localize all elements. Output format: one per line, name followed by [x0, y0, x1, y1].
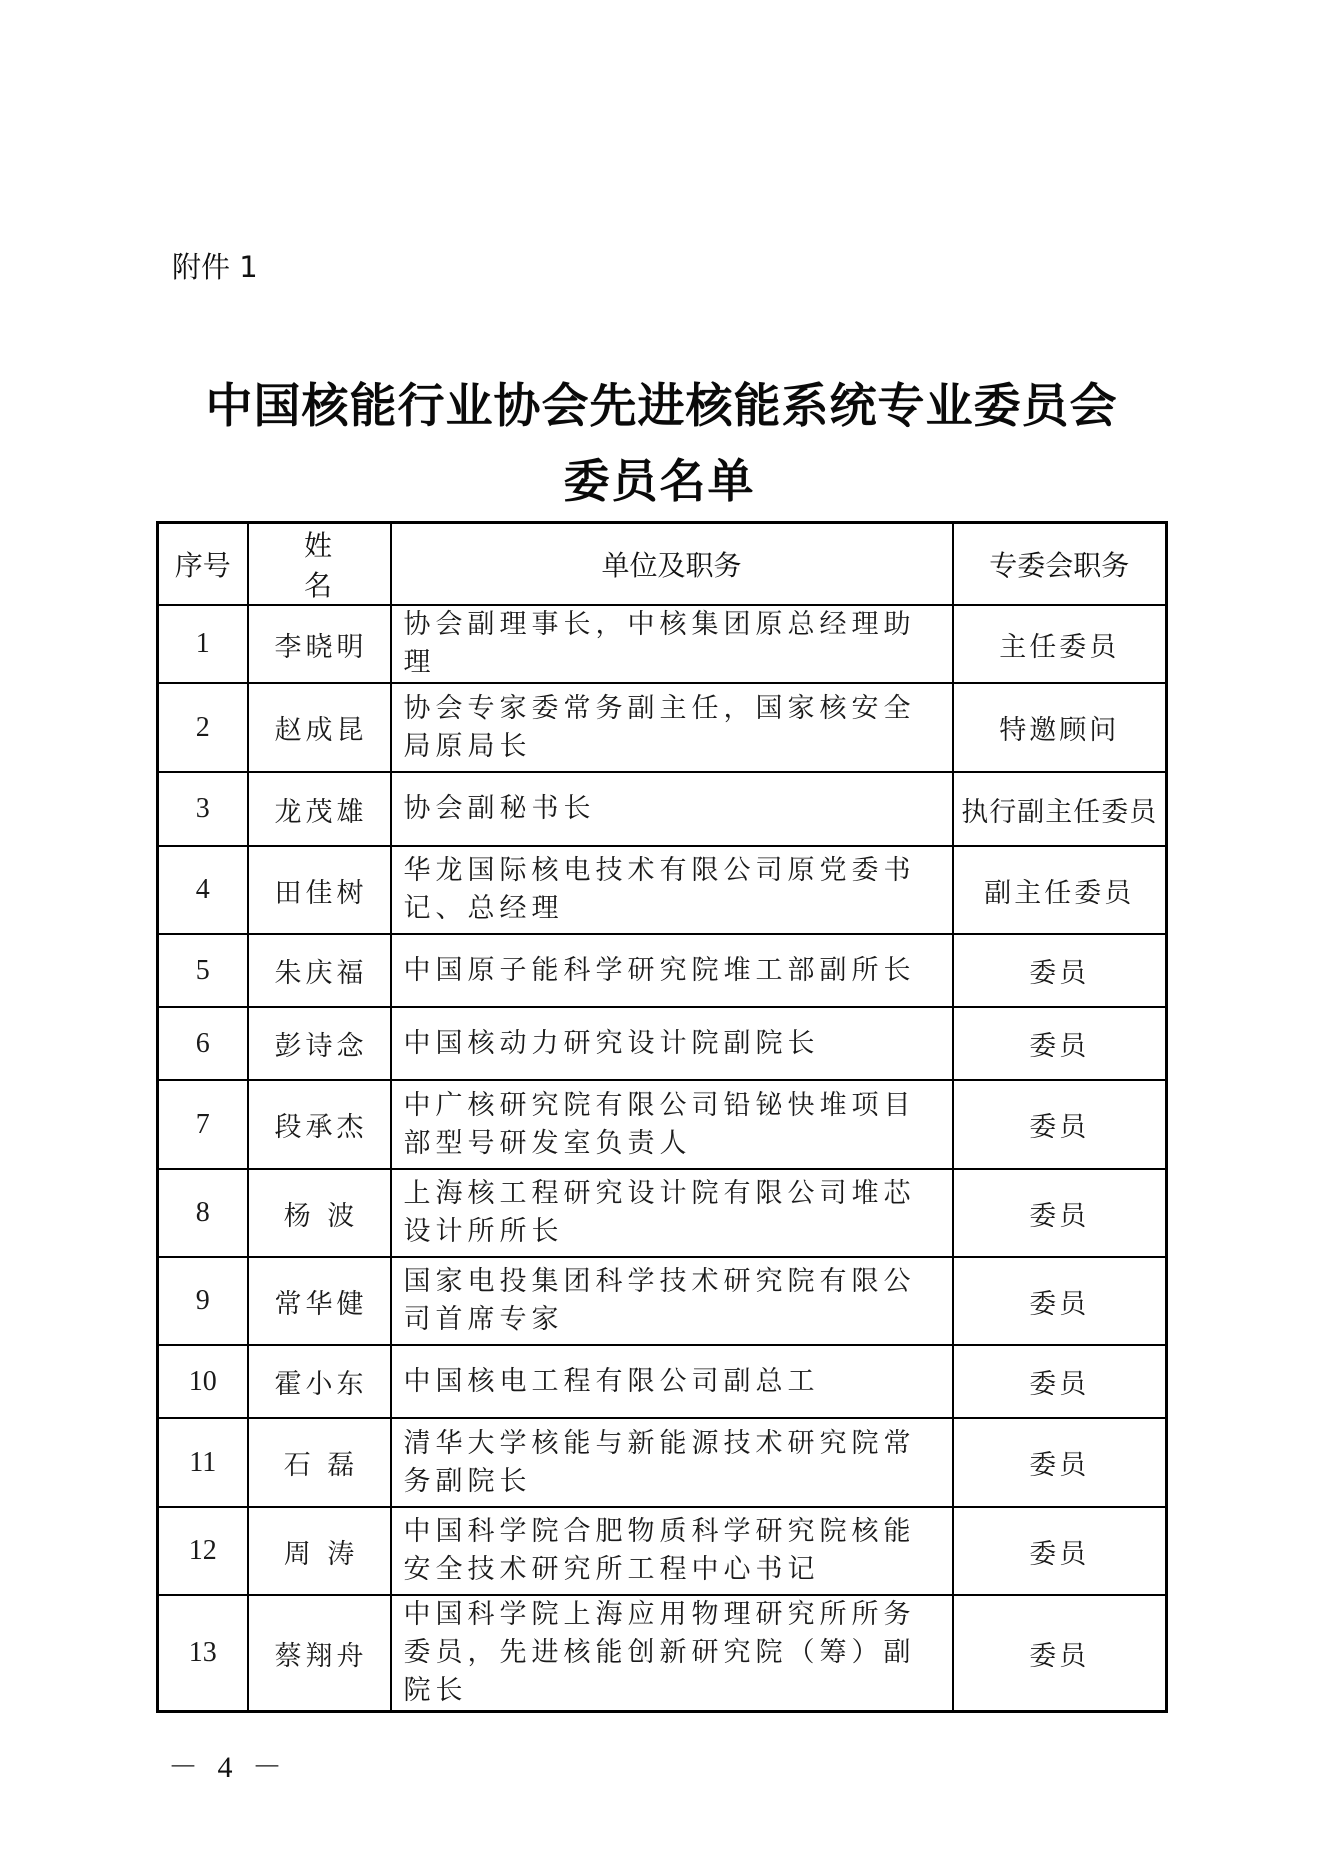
serial-number-cell: 3 [158, 772, 248, 846]
table-row [158, 934, 1167, 1007]
unit-and-position-cell: 协会专家委常务副主任，国家核安全局原局长 [391, 683, 953, 772]
member-name-cell: 蔡翔舟 [248, 1595, 391, 1712]
member-name-cell: 李晓明 [248, 605, 391, 683]
unit-and-position-cell: 清华大学核能与新能源技术研究院常务副院长 [391, 1418, 953, 1507]
table-row [158, 1418, 1167, 1507]
serial-number-cell: 2 [158, 683, 248, 772]
member-name-cell: 常华健 [248, 1257, 391, 1345]
unit-and-position-cell: 国家电投集团科学技术研究院有限公司首席专家 [391, 1257, 953, 1345]
serial-number-cell: 12 [158, 1507, 248, 1595]
serial-number-cell: 11 [158, 1418, 248, 1507]
table-row [158, 772, 1167, 846]
page-number: － 4 － [168, 1751, 288, 1784]
document-title-line2: 委员名单 [563, 454, 756, 508]
unit-and-position-cell: 中国科学院上海应用物理研究所所务委员，先进核能创新研究院（筹）副院长 [391, 1595, 953, 1712]
table-row [158, 846, 1167, 934]
header-unit-and-position: 单位及职务 [391, 523, 953, 606]
committee-role-cell: 主任委员 [953, 605, 1167, 683]
table-body [158, 605, 1167, 1712]
unit-and-position-cell: 中国核动力研究设计院副院长 [391, 1007, 953, 1080]
member-name-cell: 田佳树 [248, 846, 391, 934]
serial-number-cell: 5 [158, 934, 248, 1007]
table-row [158, 1595, 1167, 1712]
serial-number-cell: 13 [158, 1595, 248, 1712]
committee-role-cell: 执行副主任委员 [953, 772, 1167, 846]
unit-and-position-cell: 华龙国际核电技术有限公司原党委书记、总经理 [391, 846, 953, 934]
document-title-line1: 中国核能行业协会先进核能系统专业委员会 [205, 379, 1118, 434]
committee-role-cell: 委员 [953, 934, 1167, 1007]
table-row [158, 1257, 1167, 1345]
committee-role-cell: 委员 [953, 1507, 1167, 1595]
committee-role-cell: 特邀顾问 [953, 683, 1167, 772]
header-serial-number: 序号 [158, 523, 248, 606]
unit-and-position-cell: 上海核工程研究设计院有限公司堆芯设计所所长 [391, 1169, 953, 1257]
serial-number-cell: 4 [158, 846, 248, 934]
unit-and-position-cell: 中国科学院合肥物质科学研究院核能安全技术研究所工程中心书记 [391, 1507, 953, 1595]
member-name-cell: 霍小东 [248, 1345, 391, 1418]
committee-role-cell: 副主任委员 [953, 846, 1167, 934]
member-name-cell: 龙茂雄 [248, 772, 391, 846]
member-name-cell: 朱庆福 [248, 934, 391, 1007]
table-row [158, 1080, 1167, 1169]
member-name-cell: 周 涛 [248, 1507, 391, 1595]
table-row [158, 1007, 1167, 1080]
table-row [158, 683, 1167, 772]
header-committee-role: 专委会职务 [953, 523, 1167, 606]
unit-and-position-cell: 协会副理事长，中核集团原总经理助理 [391, 605, 953, 683]
member-name-cell: 段承杰 [248, 1080, 391, 1169]
committee-role-cell: 委员 [953, 1007, 1167, 1080]
table-row [158, 1345, 1167, 1418]
committee-role-cell: 委员 [953, 1595, 1167, 1712]
committee-role-cell: 委员 [953, 1345, 1167, 1418]
committee-role-cell: 委员 [953, 1169, 1167, 1257]
table-row [158, 605, 1167, 683]
committee-role-cell: 委员 [953, 1257, 1167, 1345]
member-name-cell: 石 磊 [248, 1418, 391, 1507]
member-name-cell: 彭诗念 [248, 1007, 391, 1080]
table-header-row [158, 523, 1167, 606]
header-name: 姓 名 [248, 523, 391, 606]
unit-and-position-cell: 协会副秘书长 [391, 772, 953, 846]
serial-number-cell: 6 [158, 1007, 248, 1080]
serial-number-cell: 9 [158, 1257, 248, 1345]
unit-and-position-cell: 中广核研究院有限公司铅铋快堆项目部型号研发室负责人 [391, 1080, 953, 1169]
member-name-cell: 杨 波 [248, 1169, 391, 1257]
unit-and-position-cell: 中国原子能科学研究院堆工部副所长 [391, 934, 953, 1007]
table-row [158, 1169, 1167, 1257]
table-row [158, 1507, 1167, 1595]
committee-role-cell: 委员 [953, 1418, 1167, 1507]
serial-number-cell: 1 [158, 605, 248, 683]
serial-number-cell: 8 [158, 1169, 248, 1257]
attachment-label: 附件 1 [172, 250, 258, 284]
member-roster-table [156, 521, 1168, 1713]
serial-number-cell: 7 [158, 1080, 248, 1169]
committee-role-cell: 委员 [953, 1080, 1167, 1169]
serial-number-cell: 10 [158, 1345, 248, 1418]
member-name-cell: 赵成昆 [248, 683, 391, 772]
unit-and-position-cell: 中国核电工程有限公司副总工 [391, 1345, 953, 1418]
